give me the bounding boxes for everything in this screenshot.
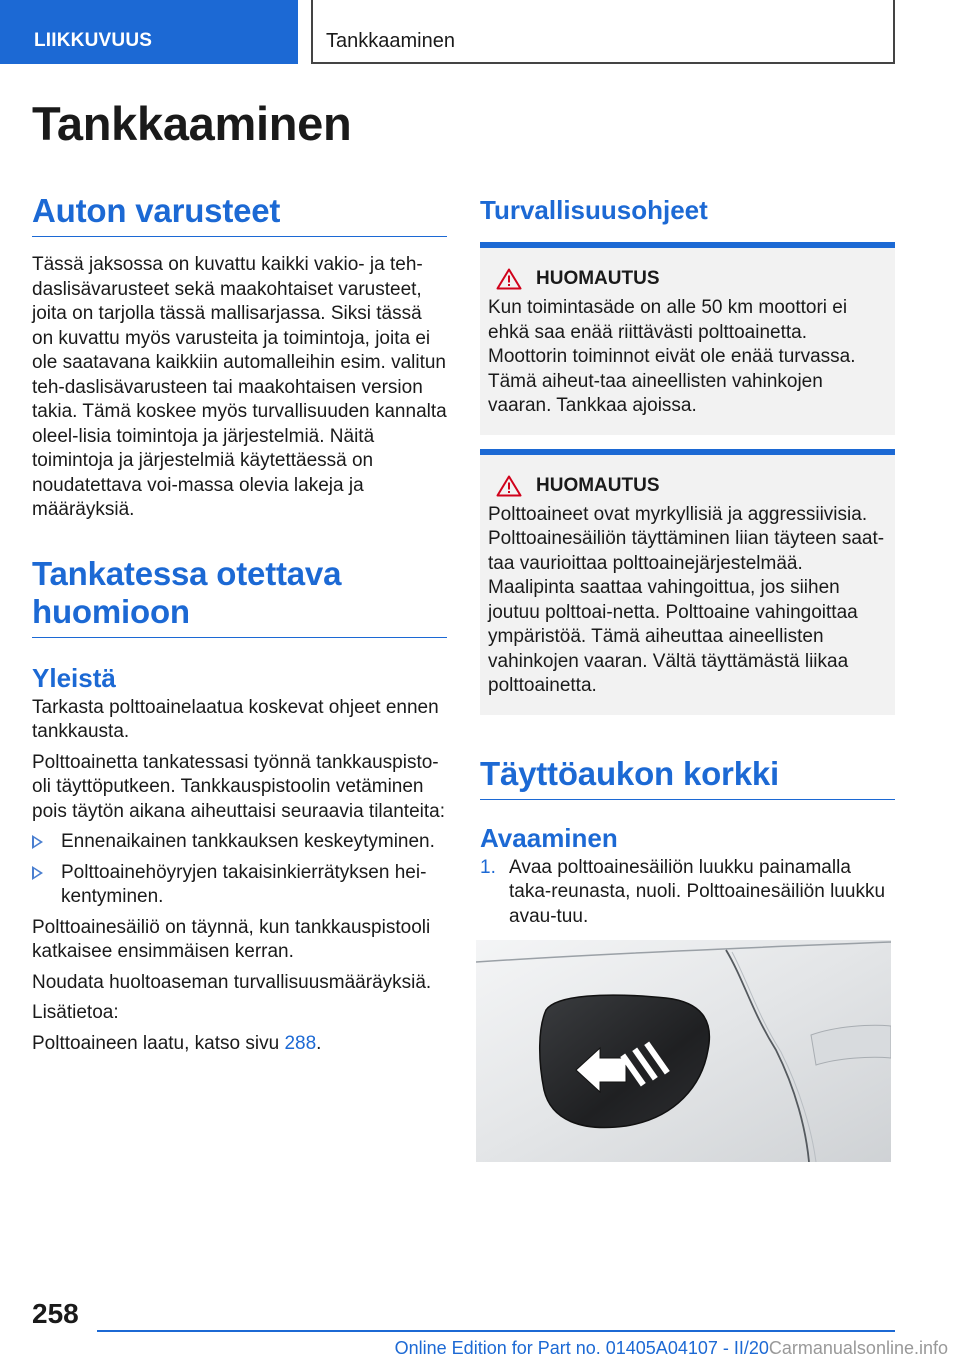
- steps-list: [480, 856, 895, 930]
- watermark-brand: Carmanualsonline.info: [768, 1338, 948, 1358]
- list-item-text: Ennenaikainen tankkauksen keskeytyminen.: [61, 831, 435, 852]
- bullet-list: [32, 830, 447, 910]
- notice-header: [488, 268, 887, 290]
- warning-triangle-icon: [496, 475, 522, 497]
- paragraph-more-info: Lisätietoa:: [32, 1002, 119, 1023]
- notice-header: [488, 475, 887, 497]
- header-section: LIIKKUVUUS: [0, 0, 298, 64]
- triangle-bullet-icon: [32, 835, 43, 849]
- edition-text: Online Edition for Part no. 01405A04107 - II/20: [394, 1338, 769, 1358]
- footer-divider: [97, 1330, 895, 1332]
- left-column: [32, 192, 447, 1056]
- paragraph-reference: [32, 1032, 447, 1057]
- list-item: [32, 861, 447, 910]
- notice-box-2: [480, 449, 895, 715]
- fuel-flap-image: [476, 940, 891, 1162]
- page-reference-link[interactable]: 288: [284, 1032, 317, 1054]
- list-item-text: Polttoainehöyryjen takaisinkierrätyksen hei-kentyminen.: [61, 861, 427, 907]
- paragraph-auton-varusteet: Tässä jaksossa on kuvattu kaikki vakio- ja teh-daslisävarusteet sekä maakohtaiset varusteet, joita on tarjolla tässä mallisarjassa. Siksi tässä on kuvattu myös varusteita ja toimintoja, joita ei ole saatavana kaikkiin automalleihin esim. valitun teh-daslisävarusteen tai maakohtaisen version takia. Tämä koskee myös turvallisuuden kannalta oleel-lisia toimintoja ja järjestelmiä. Näitä toimintoja ja järjestelmiä käytettäessä on noudatettava voi-massa olevia lakeja ja määräyksiä.: [32, 254, 447, 520]
- notice-text: Polttoaineet ovat myrkyllisiä ja aggressiivisia. Polttoainesäiliön täyttäminen liian täyteen saat-taa vaurioittaa polttoainejärjestelmää. Maalipinta saattaa vahingoittua, jos siihen joutuu polttoai-netta. Polttoaine vahingoittaa ympäristöä. Tämä aiheuttaa aineellisten vahinkojen vaaran. Vältä täyttämästä liikaa polttoainetta.: [488, 503, 885, 696]
- footer: [0, 1338, 960, 1359]
- notice-text: Kun toimintasäde on alle 50 km moottori ei ehkä saa enää riittävästi polttoainetta. Moottorin toiminnot eivät ole enää turvassa. Tämä aiheut-taa aineellisten vahinkojen vaaran. Tankkaa ajoissa.: [488, 297, 856, 416]
- fuel-flap-illustration: [476, 940, 891, 1162]
- paragraph-yleista-2: Polttoainetta tankatessasi työnnä tankkauspisto-oli täyttöputkeen. Tankkauspistoolin vetäminen pois täytön aikana aiheuttaisi seuraavia tilanteita:: [32, 751, 445, 822]
- right-column: [480, 192, 895, 929]
- header-topic: Tankkaaminen: [311, 0, 895, 64]
- reference-end: .: [316, 1032, 322, 1054]
- paragraph-tank-full: Polttoainesäiliö on täynnä, kun tankkauspistooli katkaisee ensimmäisen kerran.: [32, 916, 431, 962]
- paragraph-yleista-1: Tarkasta polttoainelaatua koskevat ohjeet ennen tankkausta.: [32, 696, 439, 742]
- heading-tankatessa: Tankatessa otettava huomioon: [32, 555, 447, 638]
- notice-title: HUOMAUTUS: [536, 474, 660, 496]
- notice-title: HUOMAUTUS: [536, 268, 660, 289]
- heading-auton-varusteet: Auton varusteet: [32, 192, 447, 237]
- step-number: 1.: [480, 856, 496, 878]
- page-number: 258: [32, 1298, 79, 1329]
- step-text: Avaa polttoainesäiliön luukku painamalla taka-reunasta, nuoli. Polttoainesäiliön luukku avau-tuu.: [509, 856, 886, 927]
- heading-avaaminen: Avaaminen: [480, 822, 618, 853]
- warning-triangle-icon: [496, 268, 522, 290]
- paragraph-safety-rules: Noudata huoltoaseman turvallisuusmääräyksiä.: [32, 971, 432, 993]
- triangle-bullet-icon: [32, 866, 43, 880]
- list-item: [32, 830, 447, 855]
- heading-turvallisuusohjeet: Turvallisuusohjeet: [480, 195, 708, 225]
- heading-tayttoaukon-korkki: Täyttöaukon korkki: [480, 755, 895, 800]
- reference-text: Polttoaineen laatu, katso sivu: [32, 1032, 285, 1054]
- list-item: [480, 856, 895, 930]
- notice-box-1: [480, 242, 895, 435]
- heading-yleista: Yleistä: [32, 662, 116, 693]
- page-title: Tankkaaminen: [32, 97, 352, 150]
